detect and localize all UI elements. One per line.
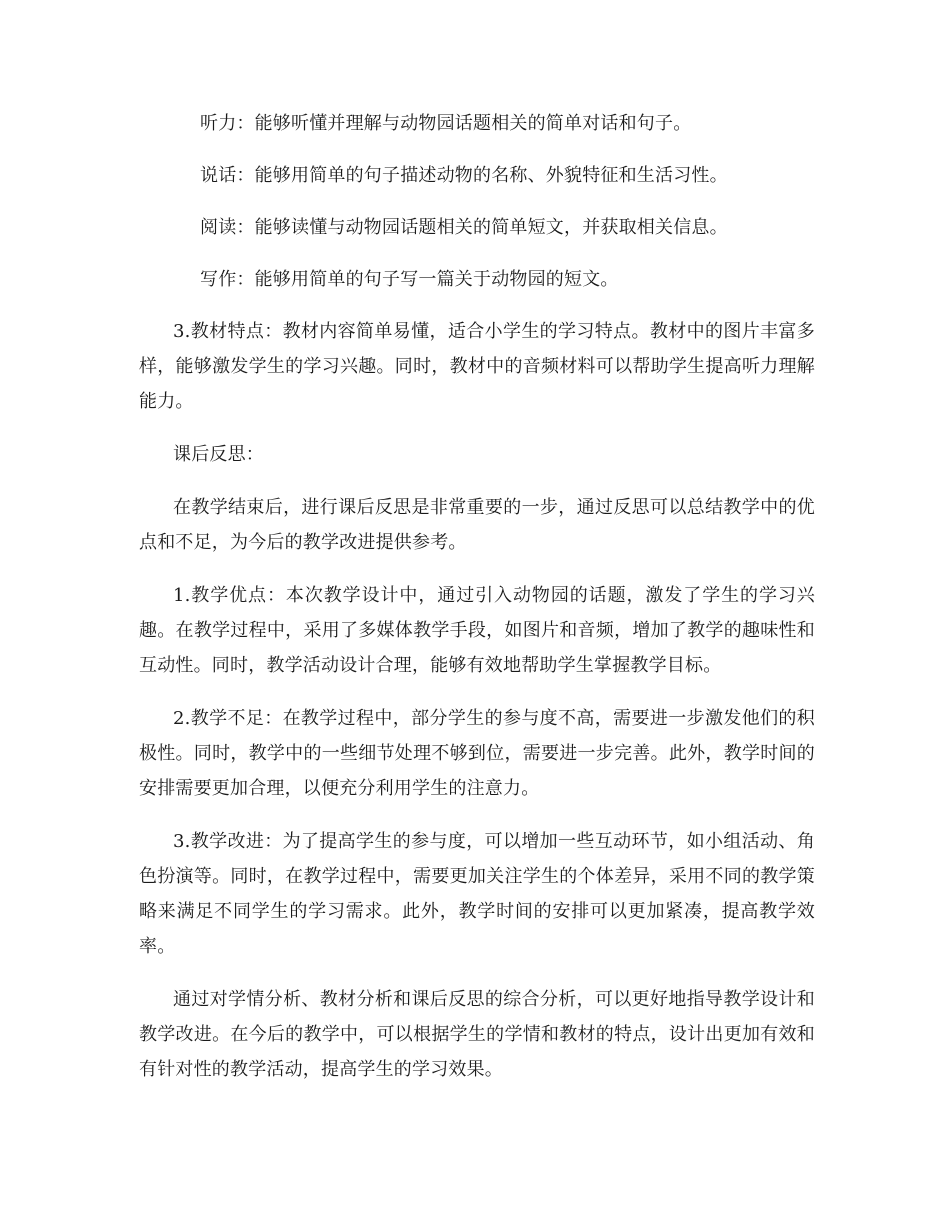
skill-speaking: 说话：能够用简单的句子描述动物的名称、外貌特征和生活习性。 [200, 165, 728, 186]
skill-writing: 写作：能够用简单的句子写一篇关于动物园的短文。 [200, 269, 619, 290]
conclusion-paragraph: 通过对学情分析、教材分析和课后反思的综合分析，可以更好地指导教学设计和教学改进。在今后的教学中，可以根据学生的学情和教材的特点，设计出更加有效和有针对性的教学活动，提高学生的学习效果。 [139, 989, 815, 1080]
reflection-heading: 课后反思： [173, 444, 264, 465]
reflection-improvements-paragraph: 3.教学改进：为了提高学生的参与度，可以增加一些互动环节，如小组活动、角色扮演等。同时，在教学过程中，需要更加关注学生的个体差异，采用不同的教学策略来满足不同学生的学习需求。此外，教学时间的安排可以更加紧凑，提高教学效率。 [139, 831, 815, 957]
document-body [139, 106, 815, 1105]
skill-listening: 听力：能够听懂并理解与动物园话题相关的简单对话和句子。 [200, 113, 692, 134]
material-features-paragraph: 3.教材特点：教材内容简单易懂，适合小学生的学习特点。教材中的图片丰富多样，能够激发学生的学习兴趣。同时，教材中的音频材料可以帮助学生提高听力理解能力。 [139, 321, 815, 412]
skill-reading: 阅读：能够读懂与动物园话题相关的简单短文，并获取相关信息。 [200, 217, 728, 238]
reflection-intro-paragraph: 在教学结束后，进行课后反思是非常重要的一步，通过反思可以总结教学中的优点和不足，为今后的教学改进提供参考。 [139, 497, 815, 553]
reflection-strengths-paragraph: 1.教学优点：本次教学设计中，通过引入动物园的话题，激发了学生的学习兴趣。在教学过程中，采用了多媒体教学手段，如图片和音频，增加了教学的趣味性和互动性。同时，教学活动设计合理，能够有效地帮助学生掌握教学目标。 [139, 585, 815, 676]
reflection-weaknesses-paragraph: 2.教学不足：在教学过程中，部分学生的参与度不高，需要进一步激发他们的积极性。同时，教学中的一些细节处理不够到位，需要进一步完善。此外，教学时间的安排需要更加合理，以便充分利用学生的注意力。 [139, 708, 815, 799]
